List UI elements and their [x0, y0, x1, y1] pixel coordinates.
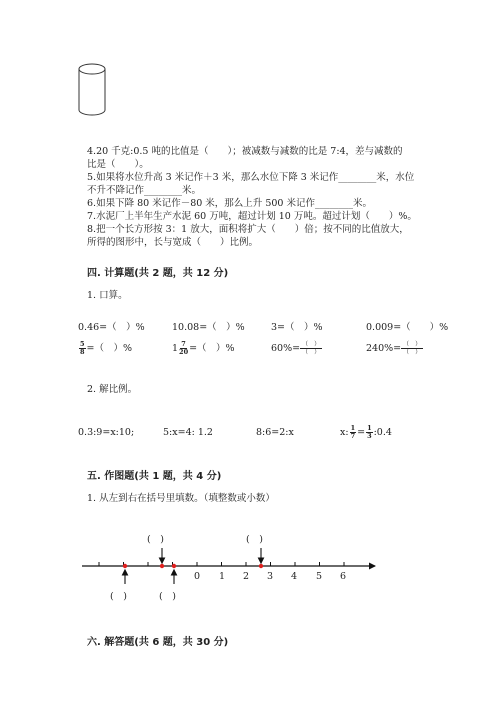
arrow-up-icon: [172, 570, 177, 584]
section-4-title: 四. 计算题(共 2 题，共 12 分): [87, 268, 229, 279]
answer-paren-top-1: ( ): [147, 534, 164, 545]
tick-label-6: 6: [340, 571, 347, 582]
point-a: [123, 564, 127, 568]
section-4-q2: 2. 解比例。: [87, 384, 138, 395]
question-4-line-1: 4.20 千克:0.5 吨的比值是（ ）；被减数与减数的比是 7:4，差与减数的: [87, 146, 403, 157]
proportion-4: x: $\frac{1}{7}$ = $\frac{1}{3}$ :0.4: [340, 424, 392, 440]
point-c: [172, 564, 176, 568]
answer-paren-top-2: ( ): [246, 534, 263, 545]
tick-label-4: 4: [291, 571, 298, 582]
oral-calc-7: 60%= （ ） （ ）: [271, 341, 321, 356]
proportion-2: 5:x=4: 1.2: [163, 427, 213, 438]
oral-calc-4: 0.009=（ ）%: [366, 322, 449, 333]
question-8-line-2: 所得的图形中，长与宽成（ ）比例。: [87, 237, 259, 248]
answer-paren-bottom-1: ( ): [110, 591, 127, 602]
section-6-title: 六. 解答题(共 6 题，共 30 分): [87, 637, 229, 648]
tick-label-0: 0: [194, 571, 201, 582]
tick-label-3: 3: [267, 571, 274, 582]
oral-calc-8: 240%= （ ） （ ）: [366, 341, 422, 356]
question-5-line-1: 5.如果将水位升高 3 米记作＋3 米，那么水位下降 3 米记作________米，水位: [87, 172, 415, 183]
oral-calc-2: 10.08=（ ）%: [172, 322, 245, 333]
point-b: [160, 564, 164, 568]
point-d: [259, 564, 263, 568]
proportion-3: 8:6=2:x: [256, 427, 294, 438]
question-6: 6.如果下降 80 米记作－80 米，那么上升 500 米记作________米。: [87, 198, 372, 209]
cylinder-figure: [74, 60, 110, 120]
tick-label-2: 2: [243, 571, 250, 582]
arrow-down-icon: [259, 548, 264, 563]
section-5-title: 五. 作图题(共 1 题，共 4 分): [87, 471, 222, 482]
answer-paren-bottom-2: ( ): [159, 591, 176, 602]
arrow-right-icon: [369, 563, 376, 570]
oral-calc-6: 1 $\frac{7}{20}$ =（ ）%: [172, 340, 235, 356]
arrow-down-icon: [160, 548, 165, 563]
oral-calc-3: 3=（ ）%: [271, 322, 323, 333]
question-4-line-2: 比是（ ）。: [87, 159, 149, 170]
section-5-q1: 1. 从左到右在括号里填数。（填整数或小数）: [87, 493, 275, 504]
section-4-q1: 1. 口算。: [87, 290, 128, 301]
question-8-line-1: 8.把一个长方形按 3：1 放大，面积将扩大（ ）倍；按不同的比值放大，: [87, 224, 409, 235]
oral-calc-5: $\frac{5}{8}$ =（ ）%: [80, 340, 133, 356]
proportion-1: 0.3:9=x:10;: [78, 427, 135, 438]
tick-label-5: 5: [316, 571, 323, 582]
question-7: 7.水泥厂上半年生产水泥 60 万吨，超过计划 10 万吨。超过计划（ ）%。: [87, 211, 417, 222]
question-5-line-2: 不升不降记作________米。: [87, 185, 202, 196]
tick-label-1: 1: [219, 571, 226, 582]
arrow-up-icon: [123, 570, 128, 584]
oral-calc-1: 0.46=（ ）%: [78, 322, 145, 333]
